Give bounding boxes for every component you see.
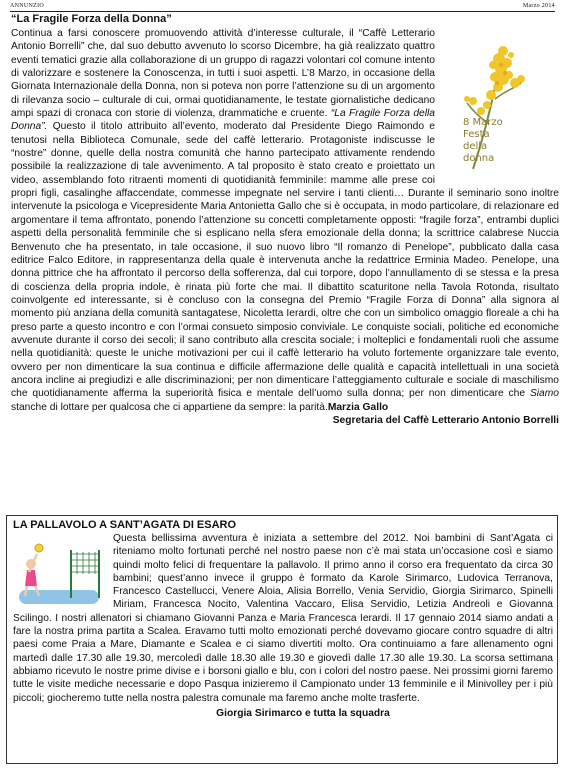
body-text: Questo il titolo attribuito all’evento, moderato dal Presidente Diego Raimondo e tenutosi nella Biblioteca Comunale, sede del caffè letterario. Protagoniste indiscusse le “nostre” donne, quelle della nostra comunità che hanno partecipato attivamente rendendo possibile la realizzazione di tale avvenimento. A tal proposito è stato creato e proiettato un video, assemblando foto ritraenti momenti di quotidianità femminile: mamme alle prese coi propri figli, casalinghe affaccendate, commesse impegnate nel servire i tanti clienti… Durante il seminario sono inoltre intervenute la psicologa e Vicepresidente Maria Antonietta Gallo che si è occupata, in modo particolare, di relazionare ed argomentare il tema affrontato, ponendo l’attenzione su concetti completamente opposti: “fragile forza”, entrambi duplici aspetti della personalità femminile che si esplicano nella sfera emozionale della donna; la scrittrice calabrese Nuccia Benvenuto che ha presentato, in tale occasione, il suo nuovo libro “Il romanzo di Penelope”, pubblicato dalla casa editrice Falco Editore, in rappresentanza della quale è intervenuta anche la redattrice Erminia Madeo. Penelope, una donna pittrice che ha affrontato il percorso della sofferenza, dal cui torpore, dopo l’annullamento di se stessa e la presa di coscienza della propria indole, è rinata più forte che mai. Il dibattito scaturitone nella Tavola Rotonda, risultato coinvolgente ed interessante, si è concluso con la consegna del Premio “Fragile Forza di Donna” alla signora al momento più anziana della comunità santagatese, Nicoletta Ierardi, oltre che con un simbolico omaggio floreale a chi ha preso parte a questo incontro e con l’ormai consueto simposio conviviale. Le conquiste sociali, politiche ed economiche avvenute durante il corso dei secoli; il sano contributo alla crescita sociale; i molteplici e fondamentali ruoli che assume nella quotidianità: queste le uniche motivazioni per cui il caffè letterario ha voluto fortemente organizzare tale evento, ovvero per non dimenticare la sua continua e difficile affermazione delle qualità e capacità intellettuali in una società ancora incline ai pregiudizi e alle discriminazioni; per non dimenticare l’atteggiamento culturale e sociale di maschilismo che quotidianamente afferma la superiorità fisica e mentale dell’uomo sulla donna; per non dimenticare che <box>11 121 559 400</box>
article1-signature: Segretaria del Caffè Letterario Antonio Borrelli <box>332 414 559 426</box>
article-pallavolo <box>6 515 558 764</box>
article2-text: Questa bellissima avventura è iniziata a settembre del 2012. Noi bambini di Sant’Agata ci riteniamo molto fortunati perché nel nostro paese non c’è mai stata un’occasione così e siamo quindi molto felici di frequentare la pallavolo. Il primo anno il corso era frequentato da circa 30 bambini; quest’anno invece il gruppo è formato da Karole Sirimarco, Ludovica Terranova, Francesco Castellucci, Venere Aloia, Alisia Borrello, Venia Servidio, Giorgia Sirimarco, Spinelli Miriam, Francesca Nocito, Valentina Vaccaro, Elisa Servidio, Letizia Andreoli e Giovanna Scilingo. I nostri allenatori si chiamano Giovanni Panza e Maria Francesca Ierardi. Il 17 gennaio 2014 siamo andati a fare la nostra prima partita a Scalea. Eravamo tutti molto emozionati perché dovevamo giocare contro squadre di altri paesi come Praia a Mare, Diamante e Scalea e ci siamo divertiti molto. Ora continuiamo a fare allenamento ogni martedì dalle 17.30 alle 19.30, mercoledì dalle 18.30 alle 19.30 e giovedì dalle 17.30 alle 19.30. La scorsa settimana abbiamo ricevuto le nostre prime divise e i borsoni giallo e blu, con i colori del nostro paese. Nei prossimi giorni faremo tutte le visite mediche necessarie e dopo Pasqua inizieremo il Campionato under 13 femminile e il Minivolley per i più piccoli; giocheremo tutte nella nostra palestra comunale ma faremo anche molte trasferte. <box>13 533 553 704</box>
article1-title: “La Fragile Forza della Donna” <box>11 13 172 25</box>
body-italic: “La Fragile Forza della Donna”. <box>11 108 436 133</box>
author-name: Marzia Gallo <box>327 401 389 413</box>
body-text: stanche di lottare per qualcosa che ci appartiene da sempre: la parità. <box>11 401 328 413</box>
mimosa-caption <box>463 117 543 165</box>
article2-title: LA PALLAVOLO A SANT’AGATA DI ESARO <box>13 519 237 531</box>
mimosa-image <box>443 39 555 179</box>
volleyball-illustration-icon <box>13 540 105 608</box>
body-text: Continua a farsi conoscere promuovendo attività d’interesse culturale, il “Caffè Letterario Antonio Borrelli” che, dal suo debutto avvenuto lo scorso Dicembre, ha già realizzato quattro eventi tematici grazie alla collaborazione di un gruppo di ragazzi volontari col comune intento di valorizzare e sostenere la Conoscenza, in tutti i suoi aspetti. L’8 Marzo, in occasione della Giornata Internazionale della Donna, non si poteva non porre l’attenzione su di un argomento di rilevanza socio – culturale di cui, ormai quotidianamente, le testate giornalistiche dedicano ampi spazi di cronaca con storie di violenza, drammatiche e cruente. <box>11 28 435 120</box>
body-italic: Siamo <box>529 388 559 400</box>
article2-signature: Giorgia Sirimarco e tutta la squadra <box>216 707 390 719</box>
article-fragile-forza <box>11 13 559 427</box>
caption-line: Festa <box>463 129 490 140</box>
caption-line: donna <box>463 153 495 164</box>
caption-line: 8 Marzo <box>463 117 503 128</box>
header-rule <box>10 11 555 12</box>
article2-body <box>13 532 553 705</box>
header-section-label: ANNUNZIO <box>10 3 45 9</box>
header-date: Marzo 2014 <box>522 3 555 9</box>
caption-line: della <box>463 141 488 152</box>
